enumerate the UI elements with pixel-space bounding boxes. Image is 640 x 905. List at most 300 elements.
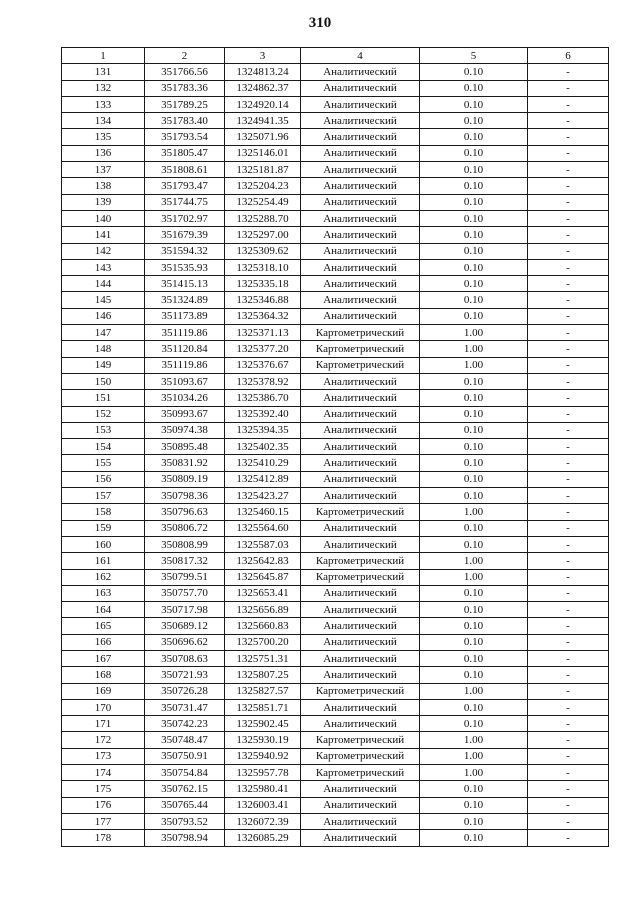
point-number-cell: 159 bbox=[62, 520, 145, 536]
method-cell: Картометрический bbox=[301, 732, 420, 748]
table-row bbox=[62, 585, 609, 601]
method-cell: Картометрический bbox=[301, 504, 420, 520]
method-cell: Аналитический bbox=[301, 145, 420, 161]
point-number-cell: 135 bbox=[62, 129, 145, 145]
x-coordinate-cell: 350731.47 bbox=[145, 699, 225, 715]
method-cell: Аналитический bbox=[301, 406, 420, 422]
point-number-cell: 164 bbox=[62, 602, 145, 618]
table-row bbox=[62, 406, 609, 422]
table-row bbox=[62, 390, 609, 406]
y-coordinate-cell: 1324941.35 bbox=[225, 113, 301, 129]
note-cell: - bbox=[528, 716, 609, 732]
table-row bbox=[62, 455, 609, 471]
y-coordinate-cell: 1325318.10 bbox=[225, 259, 301, 275]
x-coordinate-cell: 350717.98 bbox=[145, 602, 225, 618]
accuracy-cell: 0.10 bbox=[420, 699, 528, 715]
x-coordinate-cell: 351173.89 bbox=[145, 308, 225, 324]
table-header bbox=[62, 48, 609, 64]
table-row bbox=[62, 80, 609, 96]
accuracy-cell: 0.10 bbox=[420, 634, 528, 650]
method-cell: Аналитический bbox=[301, 64, 420, 80]
note-cell: - bbox=[528, 797, 609, 813]
table-row bbox=[62, 569, 609, 585]
point-number-cell: 146 bbox=[62, 308, 145, 324]
x-coordinate-cell: 351744.75 bbox=[145, 194, 225, 210]
table-row bbox=[62, 162, 609, 178]
y-coordinate-cell: 1325930.19 bbox=[225, 732, 301, 748]
y-coordinate-cell: 1325204.23 bbox=[225, 178, 301, 194]
y-coordinate-cell: 1325288.70 bbox=[225, 210, 301, 226]
accuracy-cell: 1.00 bbox=[420, 765, 528, 781]
table-body bbox=[62, 64, 609, 846]
method-cell: Аналитический bbox=[301, 227, 420, 243]
note-cell: - bbox=[528, 406, 609, 422]
point-number-cell: 147 bbox=[62, 325, 145, 341]
x-coordinate-cell: 350754.84 bbox=[145, 765, 225, 781]
accuracy-cell: 0.10 bbox=[420, 113, 528, 129]
note-cell: - bbox=[528, 699, 609, 715]
point-number-cell: 138 bbox=[62, 178, 145, 194]
x-coordinate-cell: 351702.97 bbox=[145, 210, 225, 226]
note-cell: - bbox=[528, 210, 609, 226]
y-coordinate-cell: 1325402.35 bbox=[225, 439, 301, 455]
method-cell: Картометрический bbox=[301, 569, 420, 585]
point-number-cell: 134 bbox=[62, 113, 145, 129]
x-coordinate-cell: 351808.61 bbox=[145, 162, 225, 178]
y-coordinate-cell: 1325587.03 bbox=[225, 536, 301, 552]
method-cell: Аналитический bbox=[301, 618, 420, 634]
method-cell: Аналитический bbox=[301, 602, 420, 618]
accuracy-cell: 0.10 bbox=[420, 194, 528, 210]
method-cell: Аналитический bbox=[301, 390, 420, 406]
method-cell: Аналитический bbox=[301, 162, 420, 178]
y-coordinate-cell: 1325564.60 bbox=[225, 520, 301, 536]
column-header: 3 bbox=[225, 48, 301, 64]
note-cell: - bbox=[528, 765, 609, 781]
accuracy-cell: 0.10 bbox=[420, 536, 528, 552]
table-row bbox=[62, 683, 609, 699]
method-cell: Аналитический bbox=[301, 178, 420, 194]
y-coordinate-cell: 1326003.41 bbox=[225, 797, 301, 813]
x-coordinate-cell: 350806.72 bbox=[145, 520, 225, 536]
column-header: 4 bbox=[301, 48, 420, 64]
accuracy-cell: 0.10 bbox=[420, 813, 528, 829]
table-row bbox=[62, 129, 609, 145]
point-number-cell: 145 bbox=[62, 292, 145, 308]
y-coordinate-cell: 1325460.15 bbox=[225, 504, 301, 520]
note-cell: - bbox=[528, 504, 609, 520]
point-number-cell: 153 bbox=[62, 422, 145, 438]
point-number-cell: 167 bbox=[62, 650, 145, 666]
note-cell: - bbox=[528, 813, 609, 829]
method-cell: Картометрический bbox=[301, 553, 420, 569]
accuracy-cell: 0.10 bbox=[420, 243, 528, 259]
accuracy-cell: 0.10 bbox=[420, 145, 528, 161]
point-number-cell: 176 bbox=[62, 797, 145, 813]
x-coordinate-cell: 350748.47 bbox=[145, 732, 225, 748]
x-coordinate-cell: 350726.28 bbox=[145, 683, 225, 699]
accuracy-cell: 0.10 bbox=[420, 227, 528, 243]
y-coordinate-cell: 1325346.88 bbox=[225, 292, 301, 308]
table-row bbox=[62, 781, 609, 797]
method-cell: Аналитический bbox=[301, 520, 420, 536]
x-coordinate-cell: 351324.89 bbox=[145, 292, 225, 308]
note-cell: - bbox=[528, 178, 609, 194]
accuracy-cell: 0.10 bbox=[420, 585, 528, 601]
y-coordinate-cell: 1325656.89 bbox=[225, 602, 301, 618]
note-cell: - bbox=[528, 308, 609, 324]
table-row bbox=[62, 373, 609, 389]
table-row bbox=[62, 765, 609, 781]
note-cell: - bbox=[528, 602, 609, 618]
note-cell: - bbox=[528, 243, 609, 259]
y-coordinate-cell: 1325940.92 bbox=[225, 748, 301, 764]
method-cell: Аналитический bbox=[301, 210, 420, 226]
point-number-cell: 173 bbox=[62, 748, 145, 764]
x-coordinate-cell: 351119.86 bbox=[145, 325, 225, 341]
note-cell: - bbox=[528, 113, 609, 129]
accuracy-cell: 0.10 bbox=[420, 602, 528, 618]
point-number-cell: 177 bbox=[62, 813, 145, 829]
x-coordinate-cell: 351594.32 bbox=[145, 243, 225, 259]
note-cell: - bbox=[528, 357, 609, 373]
table-row bbox=[62, 113, 609, 129]
point-number-cell: 163 bbox=[62, 585, 145, 601]
table-row bbox=[62, 227, 609, 243]
method-cell: Аналитический bbox=[301, 455, 420, 471]
point-number-cell: 139 bbox=[62, 194, 145, 210]
note-cell: - bbox=[528, 748, 609, 764]
x-coordinate-cell: 351535.93 bbox=[145, 259, 225, 275]
method-cell: Аналитический bbox=[301, 259, 420, 275]
point-number-cell: 141 bbox=[62, 227, 145, 243]
note-cell: - bbox=[528, 471, 609, 487]
x-coordinate-cell: 350793.52 bbox=[145, 813, 225, 829]
y-coordinate-cell: 1325807.25 bbox=[225, 667, 301, 683]
y-coordinate-cell: 1325957.78 bbox=[225, 765, 301, 781]
table-row bbox=[62, 618, 609, 634]
point-number-cell: 161 bbox=[62, 553, 145, 569]
x-coordinate-cell: 351805.47 bbox=[145, 145, 225, 161]
method-cell: Аналитический bbox=[301, 471, 420, 487]
point-number-cell: 174 bbox=[62, 765, 145, 781]
column-header: 2 bbox=[145, 48, 225, 64]
x-coordinate-cell: 351793.54 bbox=[145, 129, 225, 145]
method-cell: Аналитический bbox=[301, 488, 420, 504]
point-number-cell: 132 bbox=[62, 80, 145, 96]
note-cell: - bbox=[528, 325, 609, 341]
y-coordinate-cell: 1325254.49 bbox=[225, 194, 301, 210]
note-cell: - bbox=[528, 650, 609, 666]
x-coordinate-cell: 351415.13 bbox=[145, 276, 225, 292]
note-cell: - bbox=[528, 129, 609, 145]
note-cell: - bbox=[528, 64, 609, 80]
table-row bbox=[62, 439, 609, 455]
y-coordinate-cell: 1326085.29 bbox=[225, 830, 301, 846]
x-coordinate-cell: 350765.44 bbox=[145, 797, 225, 813]
accuracy-cell: 1.00 bbox=[420, 732, 528, 748]
table-row bbox=[62, 210, 609, 226]
table-row bbox=[62, 504, 609, 520]
table-row bbox=[62, 699, 609, 715]
note-cell: - bbox=[528, 781, 609, 797]
accuracy-cell: 0.10 bbox=[420, 520, 528, 536]
method-cell: Аналитический bbox=[301, 650, 420, 666]
accuracy-cell: 0.10 bbox=[420, 488, 528, 504]
method-cell: Картометрический bbox=[301, 341, 420, 357]
note-cell: - bbox=[528, 455, 609, 471]
y-coordinate-cell: 1325181.87 bbox=[225, 162, 301, 178]
x-coordinate-cell: 350796.63 bbox=[145, 504, 225, 520]
x-coordinate-cell: 350798.94 bbox=[145, 830, 225, 846]
table-row bbox=[62, 813, 609, 829]
y-coordinate-cell: 1325364.32 bbox=[225, 308, 301, 324]
accuracy-cell: 0.10 bbox=[420, 276, 528, 292]
table-row bbox=[62, 96, 609, 112]
table-row bbox=[62, 732, 609, 748]
point-number-cell: 151 bbox=[62, 390, 145, 406]
method-cell: Аналитический bbox=[301, 585, 420, 601]
method-cell: Аналитический bbox=[301, 129, 420, 145]
note-cell: - bbox=[528, 227, 609, 243]
note-cell: - bbox=[528, 162, 609, 178]
y-coordinate-cell: 1325392.40 bbox=[225, 406, 301, 422]
accuracy-cell: 0.10 bbox=[420, 716, 528, 732]
x-coordinate-cell: 350708.63 bbox=[145, 650, 225, 666]
method-cell: Аналитический bbox=[301, 276, 420, 292]
y-coordinate-cell: 1325902.45 bbox=[225, 716, 301, 732]
coordinates-table bbox=[61, 47, 609, 847]
table-row bbox=[62, 634, 609, 650]
header-row bbox=[62, 48, 609, 64]
y-coordinate-cell: 1325653.41 bbox=[225, 585, 301, 601]
x-coordinate-cell: 351793.47 bbox=[145, 178, 225, 194]
accuracy-cell: 0.10 bbox=[420, 80, 528, 96]
x-coordinate-cell: 350808.99 bbox=[145, 536, 225, 552]
y-coordinate-cell: 1326072.39 bbox=[225, 813, 301, 829]
table-row bbox=[62, 341, 609, 357]
table-row bbox=[62, 178, 609, 194]
y-coordinate-cell: 1325660.83 bbox=[225, 618, 301, 634]
method-cell: Аналитический bbox=[301, 292, 420, 308]
y-coordinate-cell: 1325700.20 bbox=[225, 634, 301, 650]
accuracy-cell: 0.10 bbox=[420, 162, 528, 178]
note-cell: - bbox=[528, 569, 609, 585]
x-coordinate-cell: 350831.92 bbox=[145, 455, 225, 471]
method-cell: Аналитический bbox=[301, 830, 420, 846]
accuracy-cell: 0.10 bbox=[420, 259, 528, 275]
note-cell: - bbox=[528, 259, 609, 275]
x-coordinate-cell: 350689.12 bbox=[145, 618, 225, 634]
table-row bbox=[62, 471, 609, 487]
table-row bbox=[62, 292, 609, 308]
accuracy-cell: 0.10 bbox=[420, 797, 528, 813]
point-number-cell: 168 bbox=[62, 667, 145, 683]
y-coordinate-cell: 1325645.87 bbox=[225, 569, 301, 585]
table-row bbox=[62, 194, 609, 210]
x-coordinate-cell: 350762.15 bbox=[145, 781, 225, 797]
method-cell: Аналитический bbox=[301, 80, 420, 96]
point-number-cell: 165 bbox=[62, 618, 145, 634]
accuracy-cell: 1.00 bbox=[420, 748, 528, 764]
x-coordinate-cell: 351783.36 bbox=[145, 80, 225, 96]
column-header: 6 bbox=[528, 48, 609, 64]
y-coordinate-cell: 1325980.41 bbox=[225, 781, 301, 797]
note-cell: - bbox=[528, 618, 609, 634]
accuracy-cell: 0.10 bbox=[420, 210, 528, 226]
x-coordinate-cell: 351034.26 bbox=[145, 390, 225, 406]
x-coordinate-cell: 350798.36 bbox=[145, 488, 225, 504]
x-coordinate-cell: 351119.86 bbox=[145, 357, 225, 373]
column-header: 1 bbox=[62, 48, 145, 64]
x-coordinate-cell: 350757.70 bbox=[145, 585, 225, 601]
point-number-cell: 136 bbox=[62, 145, 145, 161]
point-number-cell: 144 bbox=[62, 276, 145, 292]
method-cell: Аналитический bbox=[301, 813, 420, 829]
y-coordinate-cell: 1325412.89 bbox=[225, 471, 301, 487]
y-coordinate-cell: 1325851.71 bbox=[225, 699, 301, 715]
note-cell: - bbox=[528, 276, 609, 292]
y-coordinate-cell: 1325751.31 bbox=[225, 650, 301, 666]
table-row bbox=[62, 602, 609, 618]
point-number-cell: 131 bbox=[62, 64, 145, 80]
y-coordinate-cell: 1324813.24 bbox=[225, 64, 301, 80]
table-row bbox=[62, 276, 609, 292]
method-cell: Аналитический bbox=[301, 373, 420, 389]
accuracy-cell: 1.00 bbox=[420, 341, 528, 357]
method-cell: Картометрический bbox=[301, 765, 420, 781]
accuracy-cell: 1.00 bbox=[420, 683, 528, 699]
table-row bbox=[62, 259, 609, 275]
x-coordinate-cell: 350895.48 bbox=[145, 439, 225, 455]
point-number-cell: 155 bbox=[62, 455, 145, 471]
point-number-cell: 160 bbox=[62, 536, 145, 552]
y-coordinate-cell: 1325371.13 bbox=[225, 325, 301, 341]
table-row bbox=[62, 748, 609, 764]
table-row bbox=[62, 553, 609, 569]
column-header: 5 bbox=[420, 48, 528, 64]
method-cell: Аналитический bbox=[301, 194, 420, 210]
accuracy-cell: 0.10 bbox=[420, 129, 528, 145]
accuracy-cell: 0.10 bbox=[420, 455, 528, 471]
y-coordinate-cell: 1325071.96 bbox=[225, 129, 301, 145]
table-row bbox=[62, 650, 609, 666]
y-coordinate-cell: 1325335.18 bbox=[225, 276, 301, 292]
y-coordinate-cell: 1325297.00 bbox=[225, 227, 301, 243]
method-cell: Аналитический bbox=[301, 667, 420, 683]
x-coordinate-cell: 351679.39 bbox=[145, 227, 225, 243]
y-coordinate-cell: 1325377.20 bbox=[225, 341, 301, 357]
accuracy-cell: 0.10 bbox=[420, 471, 528, 487]
point-number-cell: 171 bbox=[62, 716, 145, 732]
point-number-cell: 157 bbox=[62, 488, 145, 504]
table-row bbox=[62, 64, 609, 80]
y-coordinate-cell: 1325386.70 bbox=[225, 390, 301, 406]
x-coordinate-cell: 351766.56 bbox=[145, 64, 225, 80]
accuracy-cell: 0.10 bbox=[420, 830, 528, 846]
method-cell: Картометрический bbox=[301, 748, 420, 764]
table-row bbox=[62, 325, 609, 341]
accuracy-cell: 1.00 bbox=[420, 569, 528, 585]
method-cell: Аналитический bbox=[301, 634, 420, 650]
x-coordinate-cell: 351783.40 bbox=[145, 113, 225, 129]
point-number-cell: 137 bbox=[62, 162, 145, 178]
accuracy-cell: 1.00 bbox=[420, 325, 528, 341]
point-number-cell: 149 bbox=[62, 357, 145, 373]
x-coordinate-cell: 350817.32 bbox=[145, 553, 225, 569]
y-coordinate-cell: 1325376.67 bbox=[225, 357, 301, 373]
table-row bbox=[62, 797, 609, 813]
y-coordinate-cell: 1325146.01 bbox=[225, 145, 301, 161]
method-cell: Аналитический bbox=[301, 96, 420, 112]
table-row bbox=[62, 830, 609, 846]
note-cell: - bbox=[528, 732, 609, 748]
table-row bbox=[62, 308, 609, 324]
note-cell: - bbox=[528, 422, 609, 438]
note-cell: - bbox=[528, 585, 609, 601]
x-coordinate-cell: 350742.23 bbox=[145, 716, 225, 732]
x-coordinate-cell: 350809.19 bbox=[145, 471, 225, 487]
point-number-cell: 172 bbox=[62, 732, 145, 748]
note-cell: - bbox=[528, 488, 609, 504]
x-coordinate-cell: 350721.93 bbox=[145, 667, 225, 683]
accuracy-cell: 1.00 bbox=[420, 553, 528, 569]
note-cell: - bbox=[528, 96, 609, 112]
table-row bbox=[62, 520, 609, 536]
y-coordinate-cell: 1325827.57 bbox=[225, 683, 301, 699]
note-cell: - bbox=[528, 667, 609, 683]
x-coordinate-cell: 350696.62 bbox=[145, 634, 225, 650]
method-cell: Аналитический bbox=[301, 781, 420, 797]
x-coordinate-cell: 350993.67 bbox=[145, 406, 225, 422]
accuracy-cell: 0.10 bbox=[420, 64, 528, 80]
table-row bbox=[62, 243, 609, 259]
note-cell: - bbox=[528, 830, 609, 846]
method-cell: Аналитический bbox=[301, 716, 420, 732]
y-coordinate-cell: 1325309.62 bbox=[225, 243, 301, 259]
accuracy-cell: 0.10 bbox=[420, 781, 528, 797]
table-row bbox=[62, 422, 609, 438]
y-coordinate-cell: 1324862.37 bbox=[225, 80, 301, 96]
table-row bbox=[62, 357, 609, 373]
point-number-cell: 152 bbox=[62, 406, 145, 422]
x-coordinate-cell: 350799.51 bbox=[145, 569, 225, 585]
point-number-cell: 133 bbox=[62, 96, 145, 112]
accuracy-cell: 0.10 bbox=[420, 667, 528, 683]
accuracy-cell: 0.10 bbox=[420, 373, 528, 389]
accuracy-cell: 0.10 bbox=[420, 650, 528, 666]
method-cell: Аналитический bbox=[301, 699, 420, 715]
method-cell: Картометрический bbox=[301, 325, 420, 341]
note-cell: - bbox=[528, 341, 609, 357]
point-number-cell: 154 bbox=[62, 439, 145, 455]
note-cell: - bbox=[528, 373, 609, 389]
point-number-cell: 169 bbox=[62, 683, 145, 699]
point-number-cell: 162 bbox=[62, 569, 145, 585]
y-coordinate-cell: 1324920.14 bbox=[225, 96, 301, 112]
note-cell: - bbox=[528, 536, 609, 552]
note-cell: - bbox=[528, 194, 609, 210]
note-cell: - bbox=[528, 390, 609, 406]
point-number-cell: 148 bbox=[62, 341, 145, 357]
x-coordinate-cell: 351789.25 bbox=[145, 96, 225, 112]
note-cell: - bbox=[528, 145, 609, 161]
method-cell: Аналитический bbox=[301, 439, 420, 455]
accuracy-cell: 0.10 bbox=[420, 390, 528, 406]
table-row bbox=[62, 536, 609, 552]
method-cell: Аналитический bbox=[301, 308, 420, 324]
y-coordinate-cell: 1325410.29 bbox=[225, 455, 301, 471]
